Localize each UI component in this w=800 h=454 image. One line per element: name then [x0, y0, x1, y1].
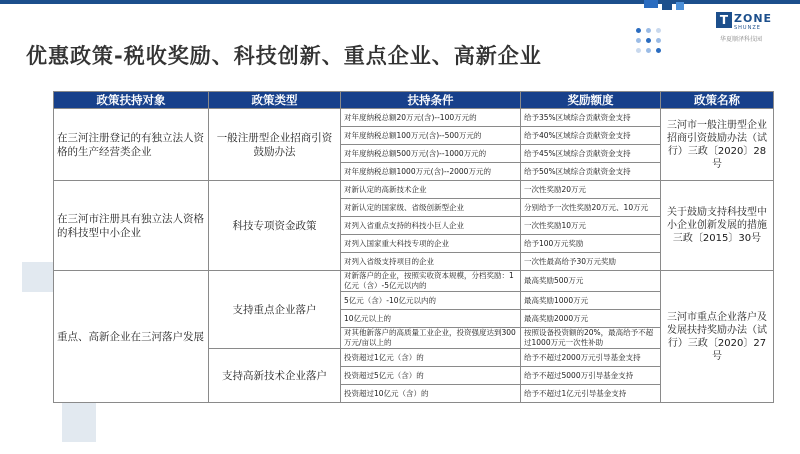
table-header-row: [54, 92, 774, 109]
policy-name-cell: 关于鼓励支持科技型中小企业创新发展的措施三政〔2015〕30号: [661, 181, 774, 271]
logo-letter: T: [716, 12, 732, 28]
amount-cell: 一次性最高给予30万元奖励: [521, 253, 661, 271]
support-target-cell: 在三河市注册具有独立法人资格的科技型中小企业: [54, 181, 209, 271]
logo-sub-brand: SHUNZE: [734, 25, 761, 31]
amount-cell: 给予45%区域综合贡献资金支持: [521, 145, 661, 163]
condition-cell: 对新落户的企业，按照实收资本规模，分档奖励：1亿元（含）-5亿元以内的: [341, 271, 521, 292]
policy-type-cell: 支持重点企业落户: [209, 271, 341, 349]
table-row: [54, 109, 774, 127]
condition-cell: 投资超过1亿元（含）的: [341, 349, 521, 367]
amount-cell: 给予不超过1亿元引导基金支持: [521, 385, 661, 403]
condition-cell: 10亿元以上的: [341, 310, 521, 328]
company-logo: [700, 10, 780, 50]
condition-cell: 投资超过10亿元（含）的: [341, 385, 521, 403]
condition-cell: 对列入国家重大科技专项的企业: [341, 235, 521, 253]
amount-cell: 给予100万元奖励: [521, 235, 661, 253]
amount-cell: 一次性奖励20万元: [521, 181, 661, 199]
policy-name-cell: 三河市重点企业落户及发展扶持奖励办法（试行）三政〔2020〕27号: [661, 271, 774, 403]
table-row: [54, 181, 774, 199]
condition-cell: 对其他新落户的高质量工业企业，投资强度达到300万元/亩以上的: [341, 328, 521, 349]
header-type: 政策类型: [209, 92, 341, 109]
amount-cell: 最高奖励500万元: [521, 271, 661, 292]
condition-cell: 投资超过5亿元（含）的: [341, 367, 521, 385]
policy-name-cell: 三河市一般注册型企业招商引资鼓励办法（试行）三政〔2020〕28号: [661, 109, 774, 181]
condition-cell: 对年度纳税总额1000万元(含)--2000万元的: [341, 163, 521, 181]
header-amount: 奖励额度: [521, 92, 661, 109]
amount-cell: 给予35%区域综合贡献资金支持: [521, 109, 661, 127]
logo-tagline: 华夏顺泽科技园: [720, 36, 763, 43]
dot-pattern-decoration: [636, 28, 676, 64]
condition-cell: 对年度纳税总额500万元(含)--1000万元的: [341, 145, 521, 163]
condition-cell: 对新认定的高新技术企业: [341, 181, 521, 199]
header-condition: 扶持条件: [341, 92, 521, 109]
corner-decoration: [640, 0, 700, 22]
header-policy-name: 政策名称: [661, 92, 774, 109]
page-title: 优惠政策-税收奖励、科技创新、重点企业、高新企业: [26, 44, 542, 68]
amount-cell: 给予40%区域综合贡献资金支持: [521, 127, 661, 145]
condition-cell: 对新认定的国家级、省级创新型企业: [341, 199, 521, 217]
amount-cell: 按照设备投资额的20%，最高给予不超过1000万元一次性补助: [521, 328, 661, 349]
policy-table: [53, 91, 774, 403]
support-target-cell: 在三河注册登记的有独立法人资格的生产经营类企业: [54, 109, 209, 181]
condition-cell: 5亿元（含）-10亿元以内的: [341, 292, 521, 310]
policy-type-cell: 一般注册型企业招商引资鼓励办法: [209, 109, 341, 181]
amount-cell: 给予不超过2000万元引导基金支持: [521, 349, 661, 367]
support-target-cell: 重点、高新企业在三河落户发展: [54, 271, 209, 403]
condition-cell: 对年度纳税总额20万元(含)--100万元的: [341, 109, 521, 127]
table-row: [54, 271, 774, 292]
header-target: 政策扶持对象: [54, 92, 209, 109]
amount-cell: 给予50%区域综合贡献资金支持: [521, 163, 661, 181]
condition-cell: 对列入省级支持项目的企业: [341, 253, 521, 271]
amount-cell: 一次性奖励10万元: [521, 217, 661, 235]
amount-cell: 最高奖励1000万元: [521, 292, 661, 310]
policy-type-cell: 支持高新技术企业落户: [209, 349, 341, 403]
policy-type-cell: 科技专项资金政策: [209, 181, 341, 271]
condition-cell: 对列入省重点支持的科技小巨人企业: [341, 217, 521, 235]
amount-cell: 最高奖励2000万元: [521, 310, 661, 328]
amount-cell: 给予不超过5000万引导基金支持: [521, 367, 661, 385]
logo-brand: ZONE: [734, 12, 773, 25]
condition-cell: 对年度纳税总额100万元(含)--500万元的: [341, 127, 521, 145]
amount-cell: 分别给予一次性奖励20万元、10万元: [521, 199, 661, 217]
